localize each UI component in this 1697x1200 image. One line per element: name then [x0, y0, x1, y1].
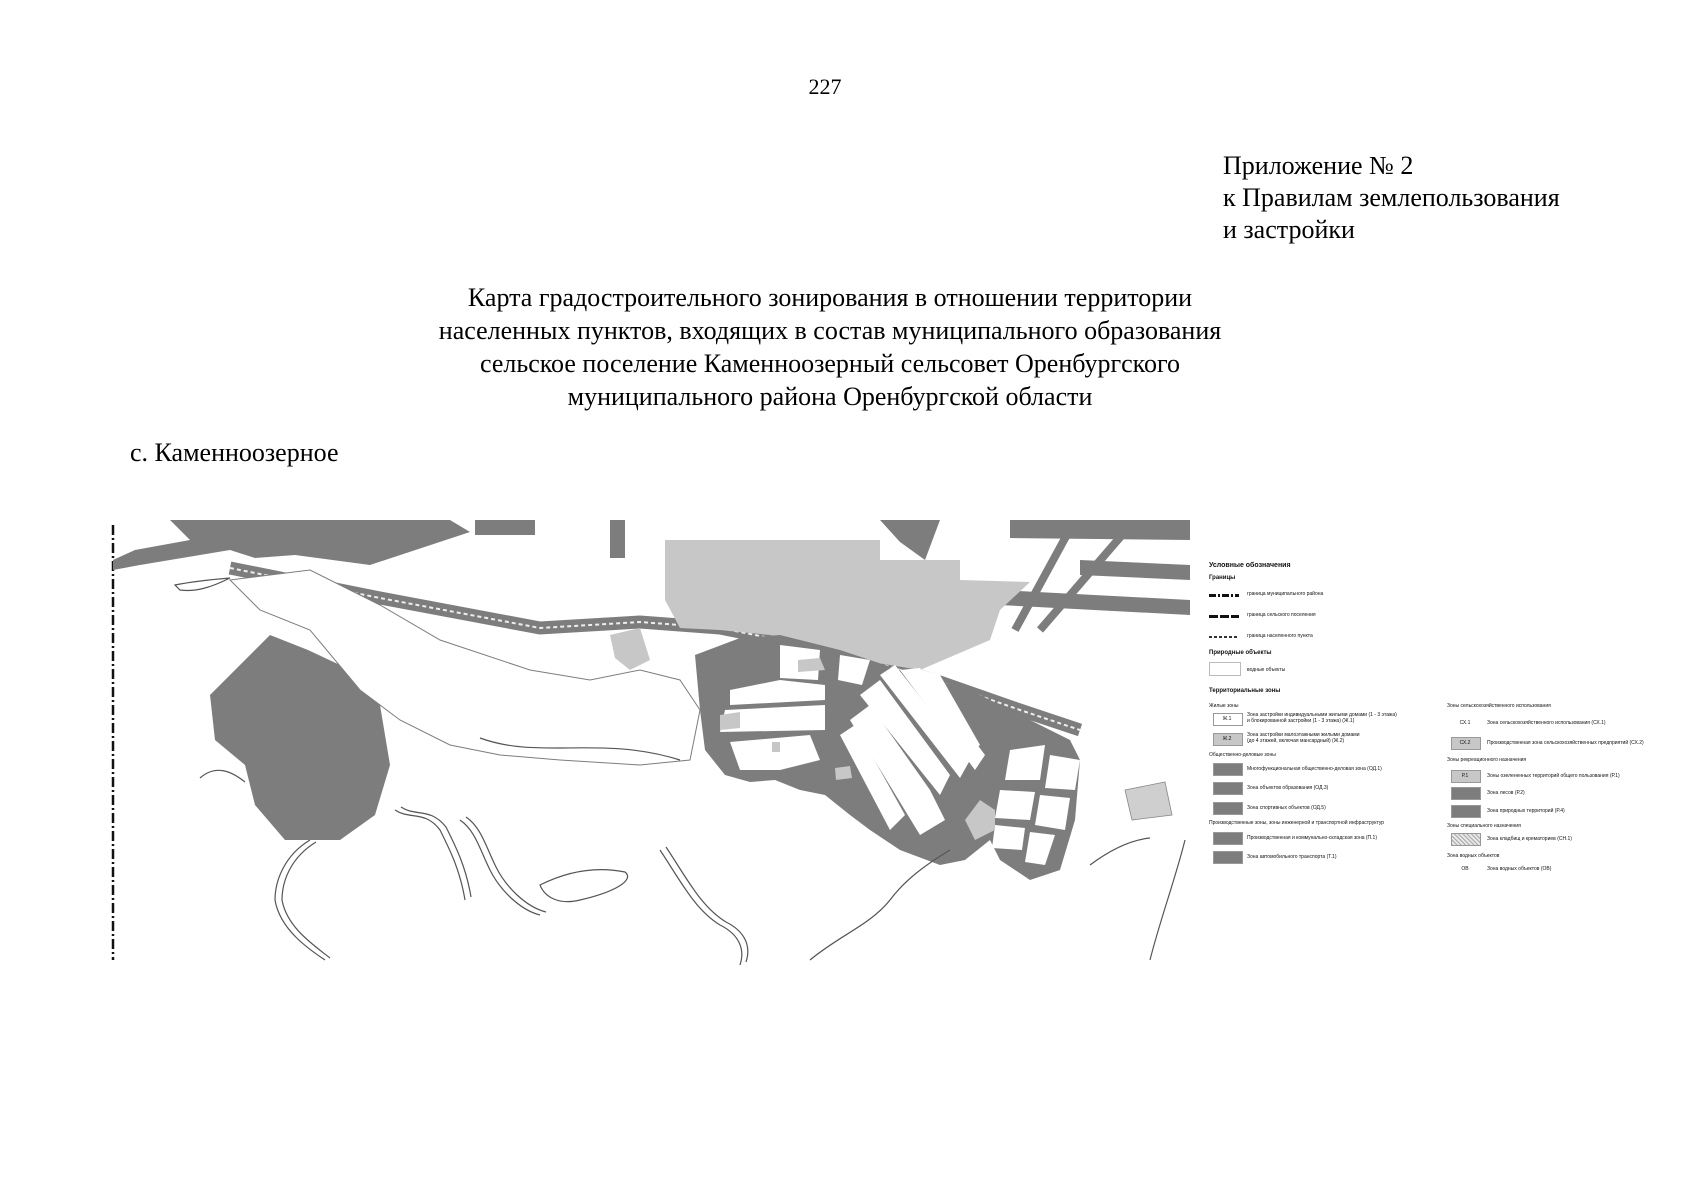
legend-label: Зона лесов (Р.2): [1487, 790, 1525, 796]
legend-natural-heading: Природные объекты: [1209, 650, 1272, 656]
zone-swatch: [1213, 782, 1243, 795]
legend-boundaries-heading: Границы: [1209, 575, 1236, 581]
zone-code: ОВ: [1461, 866, 1469, 872]
legend-label: и блокированной застройки (1 - 3 этажа) (Ж.1): [1247, 718, 1355, 724]
legend-water-heading: Зона водных объектов: [1447, 853, 1500, 859]
rural-boundary-icon: [1209, 615, 1239, 618]
page-number: 227: [808, 74, 842, 99]
legend-label: граница муниципального района: [1247, 591, 1324, 597]
zone-swatch: [1451, 787, 1481, 800]
legend-label: Многофункциональная общественно-деловая зона (ОД.1): [1247, 766, 1382, 772]
legend-label: водные объекты: [1247, 667, 1286, 673]
zone-swatch: [1213, 763, 1243, 776]
legend-production-heading: Производственные зоны, зоны инженерной и транспортной инфраструктур: [1209, 820, 1385, 826]
cemetery-swatch: [1451, 833, 1481, 846]
title-line: населенных пунктов, входящих в состав муниципального образования: [438, 316, 1222, 345]
zone-code: Ж.2: [1222, 736, 1232, 742]
legend-title: Условные обозначения: [1209, 562, 1291, 569]
legend-label: Зона автомобильного транспорта (Т.1): [1247, 854, 1337, 860]
legend-label: граница сельского поселения: [1247, 612, 1316, 618]
title-line: Карта градостроительного зонирования в отношении территории: [467, 283, 1193, 312]
legend-special-heading: Зоны специального назначения: [1447, 823, 1521, 829]
zone-code: СХ.1: [1459, 720, 1471, 726]
legend-recreational-heading: Зоны рекреационного назначения: [1447, 757, 1527, 763]
legend-label: Зона сельскохозяйственного использования (СХ.1): [1487, 720, 1606, 726]
settlement-boundary-icon: [1209, 636, 1239, 638]
legend-residential-heading: Жилые зоны: [1209, 703, 1239, 709]
zoning-map: [80, 520, 1210, 965]
legend-public-heading: Общественно-деловые зоны: [1209, 752, 1276, 758]
zone-swatch: [1213, 802, 1243, 815]
appendix-line: Приложение № 2: [1223, 151, 1414, 180]
title-line: сельское поселение Каменноозерный сельсовет Оренбургского: [479, 349, 1181, 378]
legend-label: Производственная и коммунально-складская зона (П.1): [1247, 835, 1377, 841]
appendix-line: к Правилам землепользования: [1223, 183, 1560, 212]
appendix-heading: [1223, 150, 1560, 246]
zone-swatch: [1451, 805, 1481, 818]
legend-territorial-heading: Территориальные зоны: [1209, 688, 1281, 694]
legend-label: Производственная зона сельскохозяйственных предприятий (СХ.2): [1487, 740, 1644, 746]
water-object-icon: [1209, 662, 1241, 676]
legend-label: Зоны озелененных территорий общего пользования (Р.1): [1487, 773, 1620, 779]
zone-code: СХ.2: [1459, 740, 1471, 746]
legend-label: Зона застройки малоэтажными жилыми домами: [1247, 732, 1360, 738]
zone-code: Р.1: [1461, 773, 1469, 779]
settlement-name: с. Каменноозерное: [130, 438, 339, 467]
legend-agricultural-heading: Зоны сельскохозяйственного использования: [1447, 703, 1551, 709]
district-boundary-icon: [1209, 594, 1239, 597]
legend-label: Зона спортивных объектов (ОД.5): [1247, 805, 1326, 811]
legend-label: Зона кладбищ и крематориев (СН.1): [1487, 836, 1572, 842]
document-title: [330, 281, 1330, 413]
zone-swatch: [1213, 832, 1243, 845]
title-line: муниципального района Оренбургской области: [567, 382, 1093, 411]
map-legend: [1207, 520, 1657, 965]
zone-code: Ж.1: [1222, 716, 1232, 722]
legend-label: Зона водных объектов (ОВ): [1487, 866, 1552, 872]
legend-label: граница населенного пункта: [1247, 633, 1313, 639]
appendix-line: и застройки: [1223, 215, 1355, 244]
legend-label: Зона природных территорий (Р.4): [1487, 808, 1565, 814]
zone-swatch: [1213, 851, 1243, 864]
legend-label: Зона объектов образования (ОД.3): [1247, 785, 1329, 791]
legend-label: (до 4 этажей, включая мансардный) (Ж.2): [1247, 738, 1345, 744]
legend-label: Зона застройки индивидуальными жилыми домами (1 - 3 этажа): [1247, 712, 1397, 718]
